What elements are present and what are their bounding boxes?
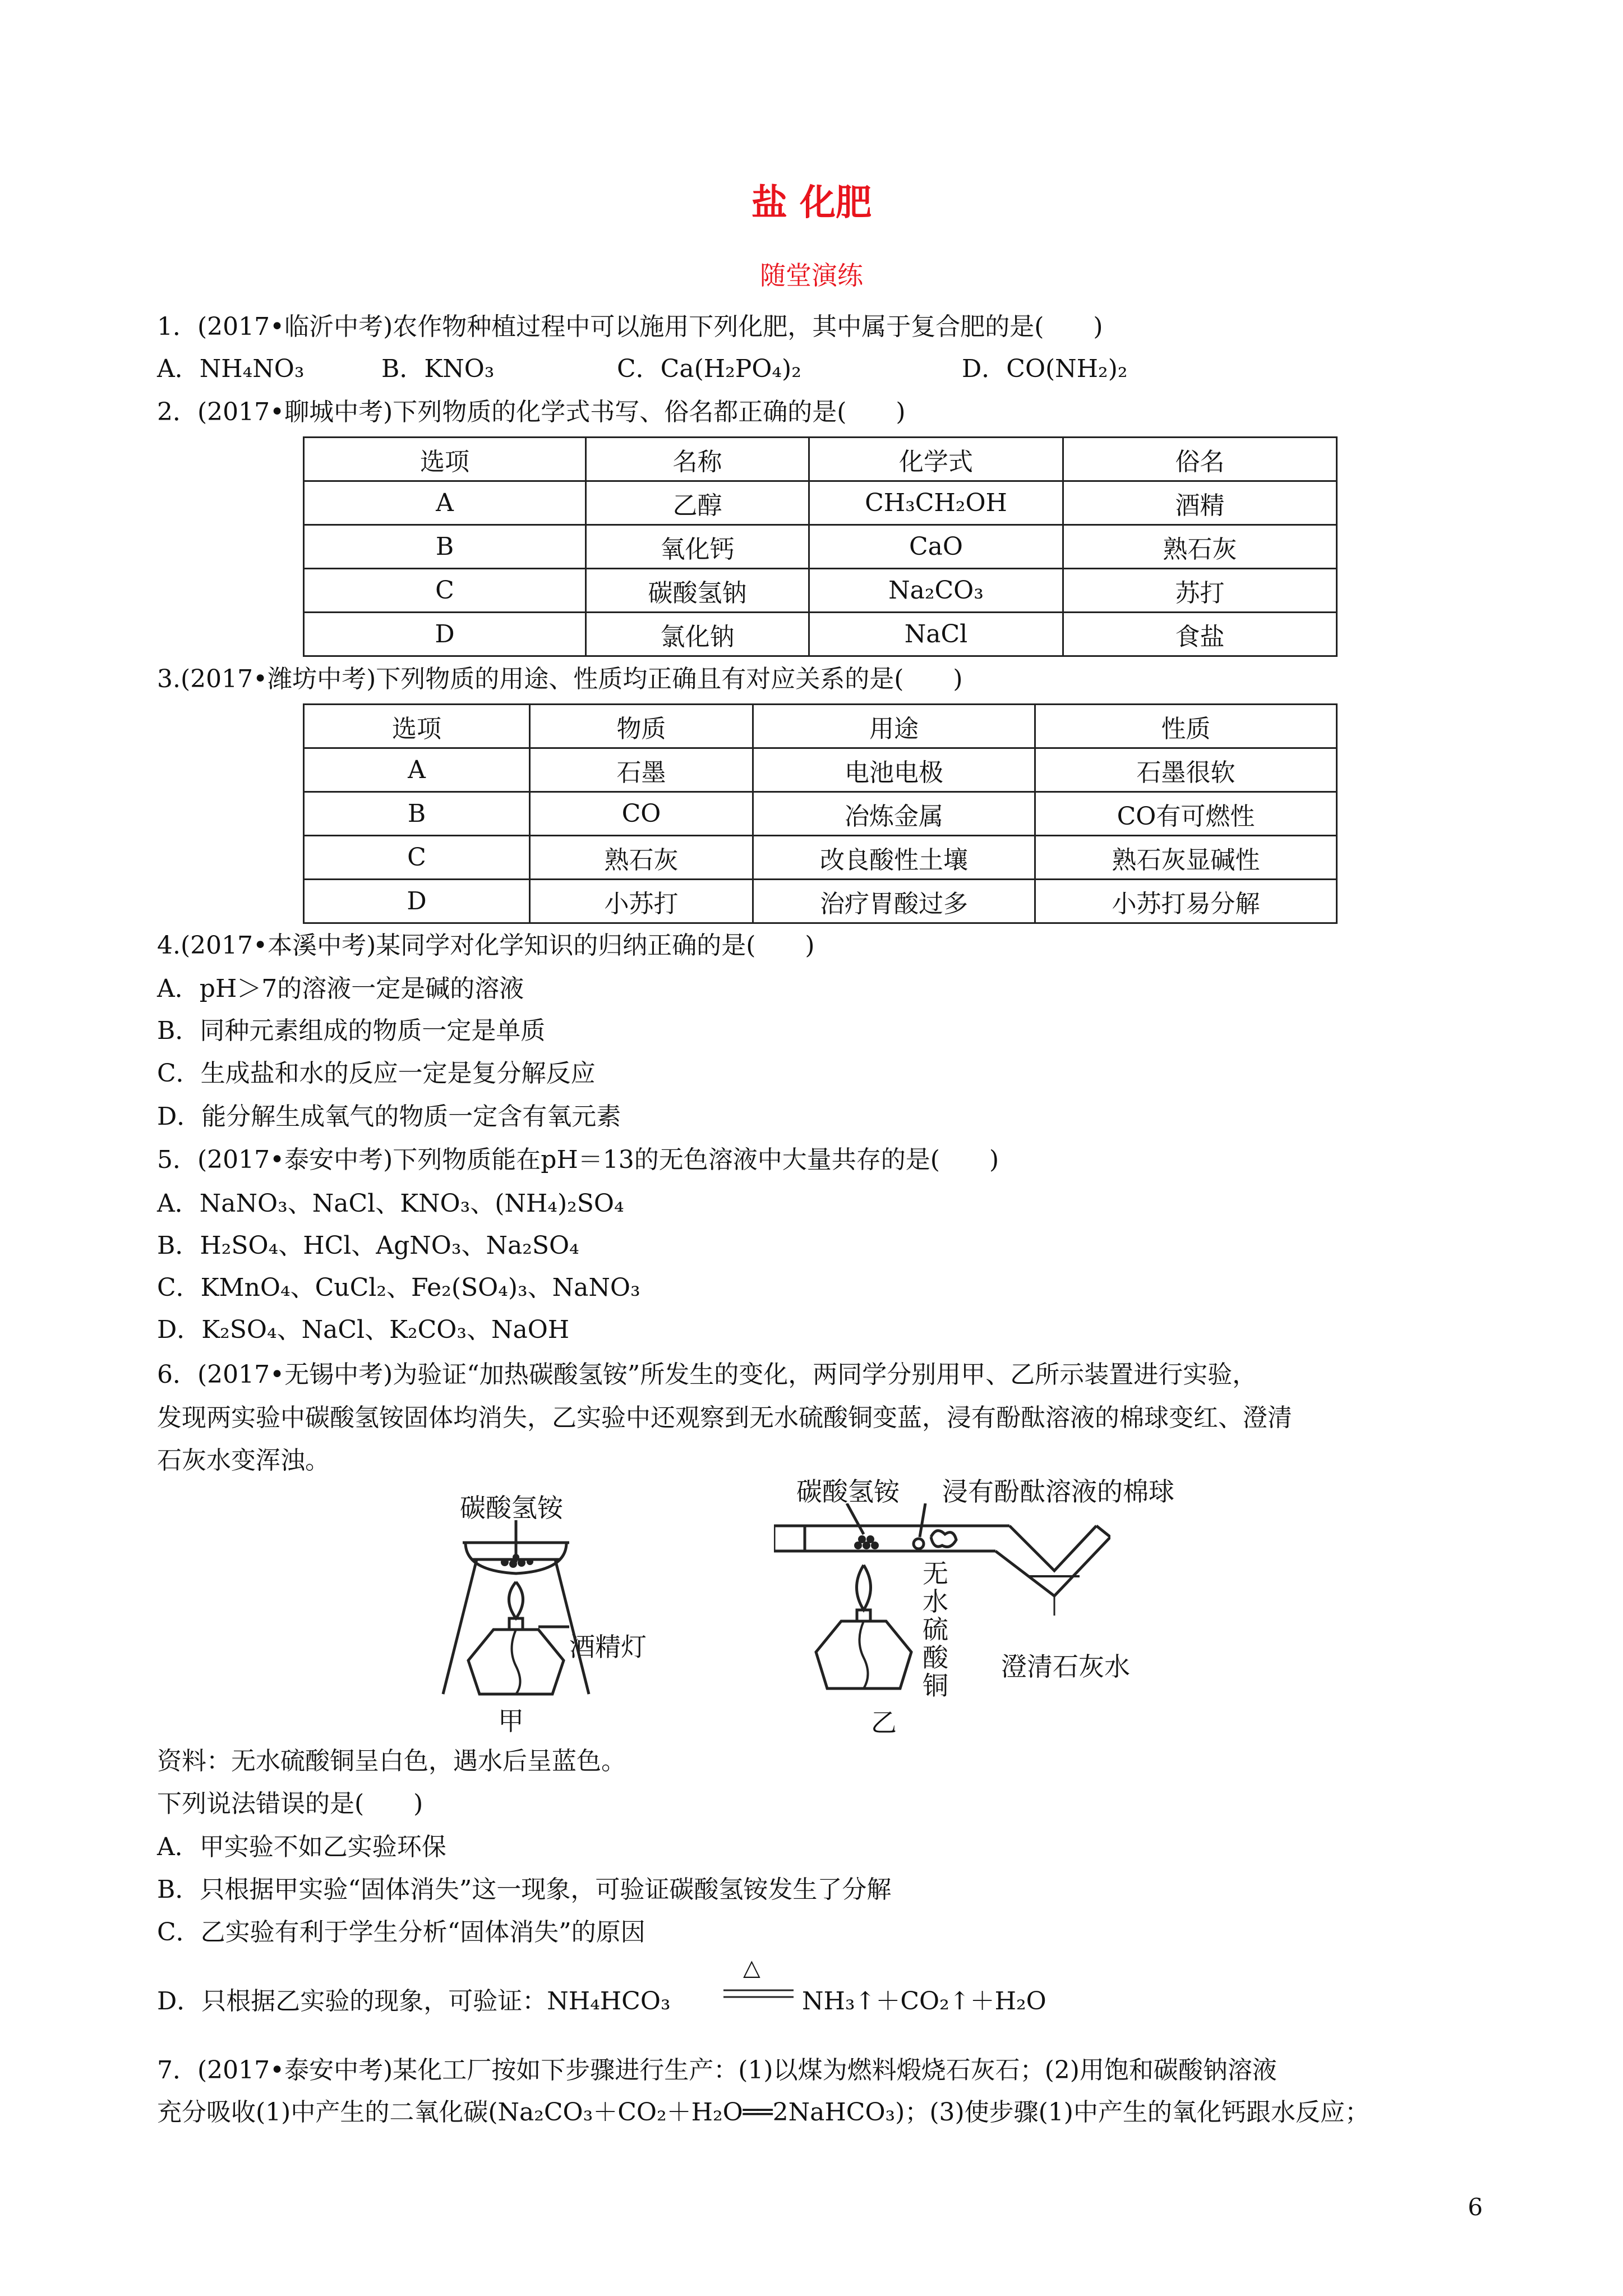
table-cell: B bbox=[304, 792, 530, 836]
q5-stem: 5．(2017•泰安中考)下列物质能在pH＝13的无色溶液中大量共存的是( ) bbox=[157, 1145, 999, 1174]
table-cell: Na₂CO₃ bbox=[809, 569, 1063, 613]
q7-stem-line-1: 7．(2017•泰安中考)某化工厂按如下步骤进行生产：(1)以煤为燃料煅烧石灰石；(2)用饱和碳酸钠溶液 bbox=[157, 2056, 1277, 2085]
table-cell: 小苏打 bbox=[530, 880, 753, 923]
table-cell: CaO bbox=[809, 525, 1063, 569]
q6-option-c: C．乙实验有利于学生分析“固体消失”的原因 bbox=[157, 1918, 645, 1947]
q1-stem: 1．(2017•临沂中考)农作物种植过程中可以施用下列化肥，其中属于复合肥的是( ) bbox=[157, 312, 1103, 341]
table-cell: CO bbox=[530, 792, 753, 836]
table-cell: 氧化钙 bbox=[586, 525, 809, 569]
q5-option-a: A．NaNO₃、NaCl、KNO₃、(NH₄)₂SO₄ bbox=[157, 1189, 624, 1218]
jia-ammonium-bicarbonate-label: 碳酸氢铵 bbox=[460, 1493, 563, 1523]
table-header-cell: 性质 bbox=[1035, 705, 1337, 748]
table-row bbox=[304, 525, 1337, 569]
table-cell: A bbox=[304, 748, 530, 792]
table-cell: 熟石灰显碱性 bbox=[1035, 836, 1337, 880]
q6-ask: 下列说法错误的是( ) bbox=[157, 1789, 423, 1818]
equals-sign-arrow bbox=[723, 1986, 796, 2003]
q5-option-d: D．K₂SO₄、NaCl、K₂CO₃、NaOH bbox=[157, 1315, 570, 1344]
apparatus-yi-diagram bbox=[774, 1503, 1110, 1717]
yi-ammonium-bicarbonate-label: 碳酸氢铵 bbox=[796, 1476, 900, 1507]
table-cell: 熟石灰 bbox=[530, 836, 753, 880]
table-row bbox=[304, 836, 1337, 880]
q3-table bbox=[303, 703, 1338, 924]
q5-option-b: B．H₂SO₄、HCl、AgNO₃、Na₂SO₄ bbox=[157, 1231, 579, 1260]
apparatus-jia-diagram bbox=[432, 1515, 611, 1705]
table-header-cell: 名称 bbox=[586, 438, 809, 481]
q6-note: 资料：无水硫酸铜呈白色，遇水后呈蓝色。 bbox=[157, 1747, 626, 1775]
table-cell: 食盐 bbox=[1063, 613, 1337, 656]
yi-caption: 乙 bbox=[871, 1708, 897, 1738]
table-row bbox=[304, 613, 1337, 656]
q6-stem-line-2: 发现两实验中碳酸氢铵固体均消失，乙实验中还观察到无水硫酸铜变蓝，浸有酚酞溶液的棉球变红、澄清 bbox=[157, 1404, 1292, 1432]
table-cell: 氯化钠 bbox=[586, 613, 809, 656]
table-cell: CO有可燃性 bbox=[1035, 792, 1337, 836]
table-row bbox=[304, 481, 1337, 525]
q2-table bbox=[303, 436, 1338, 657]
heating-condition-symbol: △ bbox=[743, 1955, 760, 1981]
table-cell: 石墨很软 bbox=[1035, 748, 1337, 792]
q4-option-d: D．能分解生成氧气的物质一定含有氧元素 bbox=[157, 1102, 621, 1131]
table-cell: 碳酸氢钠 bbox=[586, 569, 809, 613]
yi-limewater-label: 澄清石灰水 bbox=[1001, 1651, 1130, 1682]
table-cell: 石墨 bbox=[530, 748, 753, 792]
table-row bbox=[304, 792, 1337, 836]
table-cell: C bbox=[304, 836, 530, 880]
table-header-cell: 选项 bbox=[304, 705, 530, 748]
q2-stem: 2．(2017•聊城中考)下列物质的化学式书写、俗名都正确的是( ) bbox=[157, 398, 906, 426]
table-header-row bbox=[304, 705, 1337, 748]
table-cell: 改良酸性土壤 bbox=[753, 836, 1035, 880]
q1-option-c: C．Ca(H₂PO₄)₂ bbox=[617, 355, 801, 383]
table-header-cell: 物质 bbox=[530, 705, 753, 748]
jia-caption: 甲 bbox=[498, 1706, 524, 1736]
table-cell: C bbox=[304, 569, 586, 613]
table-header-row bbox=[304, 438, 1337, 481]
q1-option-d: D．CO(NH₂)₂ bbox=[962, 355, 1128, 383]
jia-alcohol-lamp-label: 酒精灯 bbox=[569, 1632, 647, 1662]
table-cell: 苏打 bbox=[1063, 569, 1337, 613]
section-title: 随堂演练 bbox=[760, 260, 863, 291]
table-row bbox=[304, 748, 1337, 792]
table-row bbox=[304, 880, 1337, 923]
table-header-cell: 俗名 bbox=[1063, 438, 1337, 481]
q6-option-b: B．只根据甲实验“固体消失”这一现象，可验证碳酸氢铵发生了分解 bbox=[157, 1875, 892, 1904]
table-cell: 小苏打易分解 bbox=[1035, 880, 1337, 923]
table-cell: 电池电极 bbox=[753, 748, 1035, 792]
table-row bbox=[304, 569, 1337, 613]
page-title: 盐 化肥 bbox=[751, 182, 872, 224]
table-cell: NaCl bbox=[809, 613, 1063, 656]
table-header-cell: 用途 bbox=[753, 705, 1035, 748]
q4-stem: 4.(2017•本溪中考)某同学对化学知识的归纳正确的是( ) bbox=[157, 931, 815, 960]
q6-option-d-products: NH₃↑＋CO₂↑＋H₂O bbox=[802, 1987, 1046, 2016]
table-header-cell: 化学式 bbox=[809, 438, 1063, 481]
q4-option-c: C．生成盐和水的反应一定是复分解反应 bbox=[157, 1059, 596, 1088]
table-header-cell: 选项 bbox=[304, 438, 586, 481]
q4-option-a: A．pH＞7的溶液一定是碱的溶液 bbox=[157, 974, 524, 1003]
q6-stem-line-3: 石灰水变浑浊。 bbox=[157, 1446, 330, 1475]
table-cell: CH₃CH₂OH bbox=[809, 481, 1063, 525]
q6-stem-line-1: 6．(2017•无锡中考)为验证“加热碳酸氢铵”所发生的变化，两同学分别用甲、乙所示装置进行实验， bbox=[157, 1360, 1257, 1389]
table-cell: 乙醇 bbox=[586, 481, 809, 525]
page-number: 6 bbox=[1468, 2193, 1483, 2221]
q1-option-a: A．NH₄NO₃ bbox=[157, 355, 305, 383]
q6-option-a: A．甲实验不如乙实验环保 bbox=[157, 1833, 446, 1861]
table-cell: D bbox=[304, 613, 586, 656]
q5-option-c: C．KMnO₄、CuCl₂、Fe₂(SO₄)₃、NaNO₃ bbox=[157, 1273, 640, 1302]
table-cell: 酒精 bbox=[1063, 481, 1337, 525]
table-cell: 熟石灰 bbox=[1063, 525, 1337, 569]
q3-stem: 3.(2017•潍坊中考)下列物质的用途、性质均正确且有对应关系的是( ) bbox=[157, 665, 963, 693]
table-cell: 冶炼金属 bbox=[753, 792, 1035, 836]
q6-option-d-prefix: D．只根据乙实验的现象，可验证：NH₄HCO₃ bbox=[157, 1987, 671, 2016]
q1-option-b: B．KNO₃ bbox=[381, 355, 495, 383]
table-cell: B bbox=[304, 525, 586, 569]
yi-anhydrous-copper-sulfate-label: 无水硫酸铜 bbox=[923, 1558, 948, 1701]
q7-stem-line-2: 充分吸收(1)中产生的二氧化碳(Na₂CO₃＋CO₂＋H₂O══2NaHCO₃)；(3)使步骤(1)中产生的氧化钙跟水反应； bbox=[157, 2098, 1370, 2127]
table-cell: A bbox=[304, 481, 586, 525]
q4-option-b: B．同种元素组成的物质一定是单质 bbox=[157, 1016, 546, 1045]
table-cell: 治疗胃酸过多 bbox=[753, 880, 1035, 923]
yi-phenolphthalein-cotton-label: 浸有酚酞溶液的棉球 bbox=[942, 1476, 1174, 1507]
table-cell: D bbox=[304, 880, 530, 923]
